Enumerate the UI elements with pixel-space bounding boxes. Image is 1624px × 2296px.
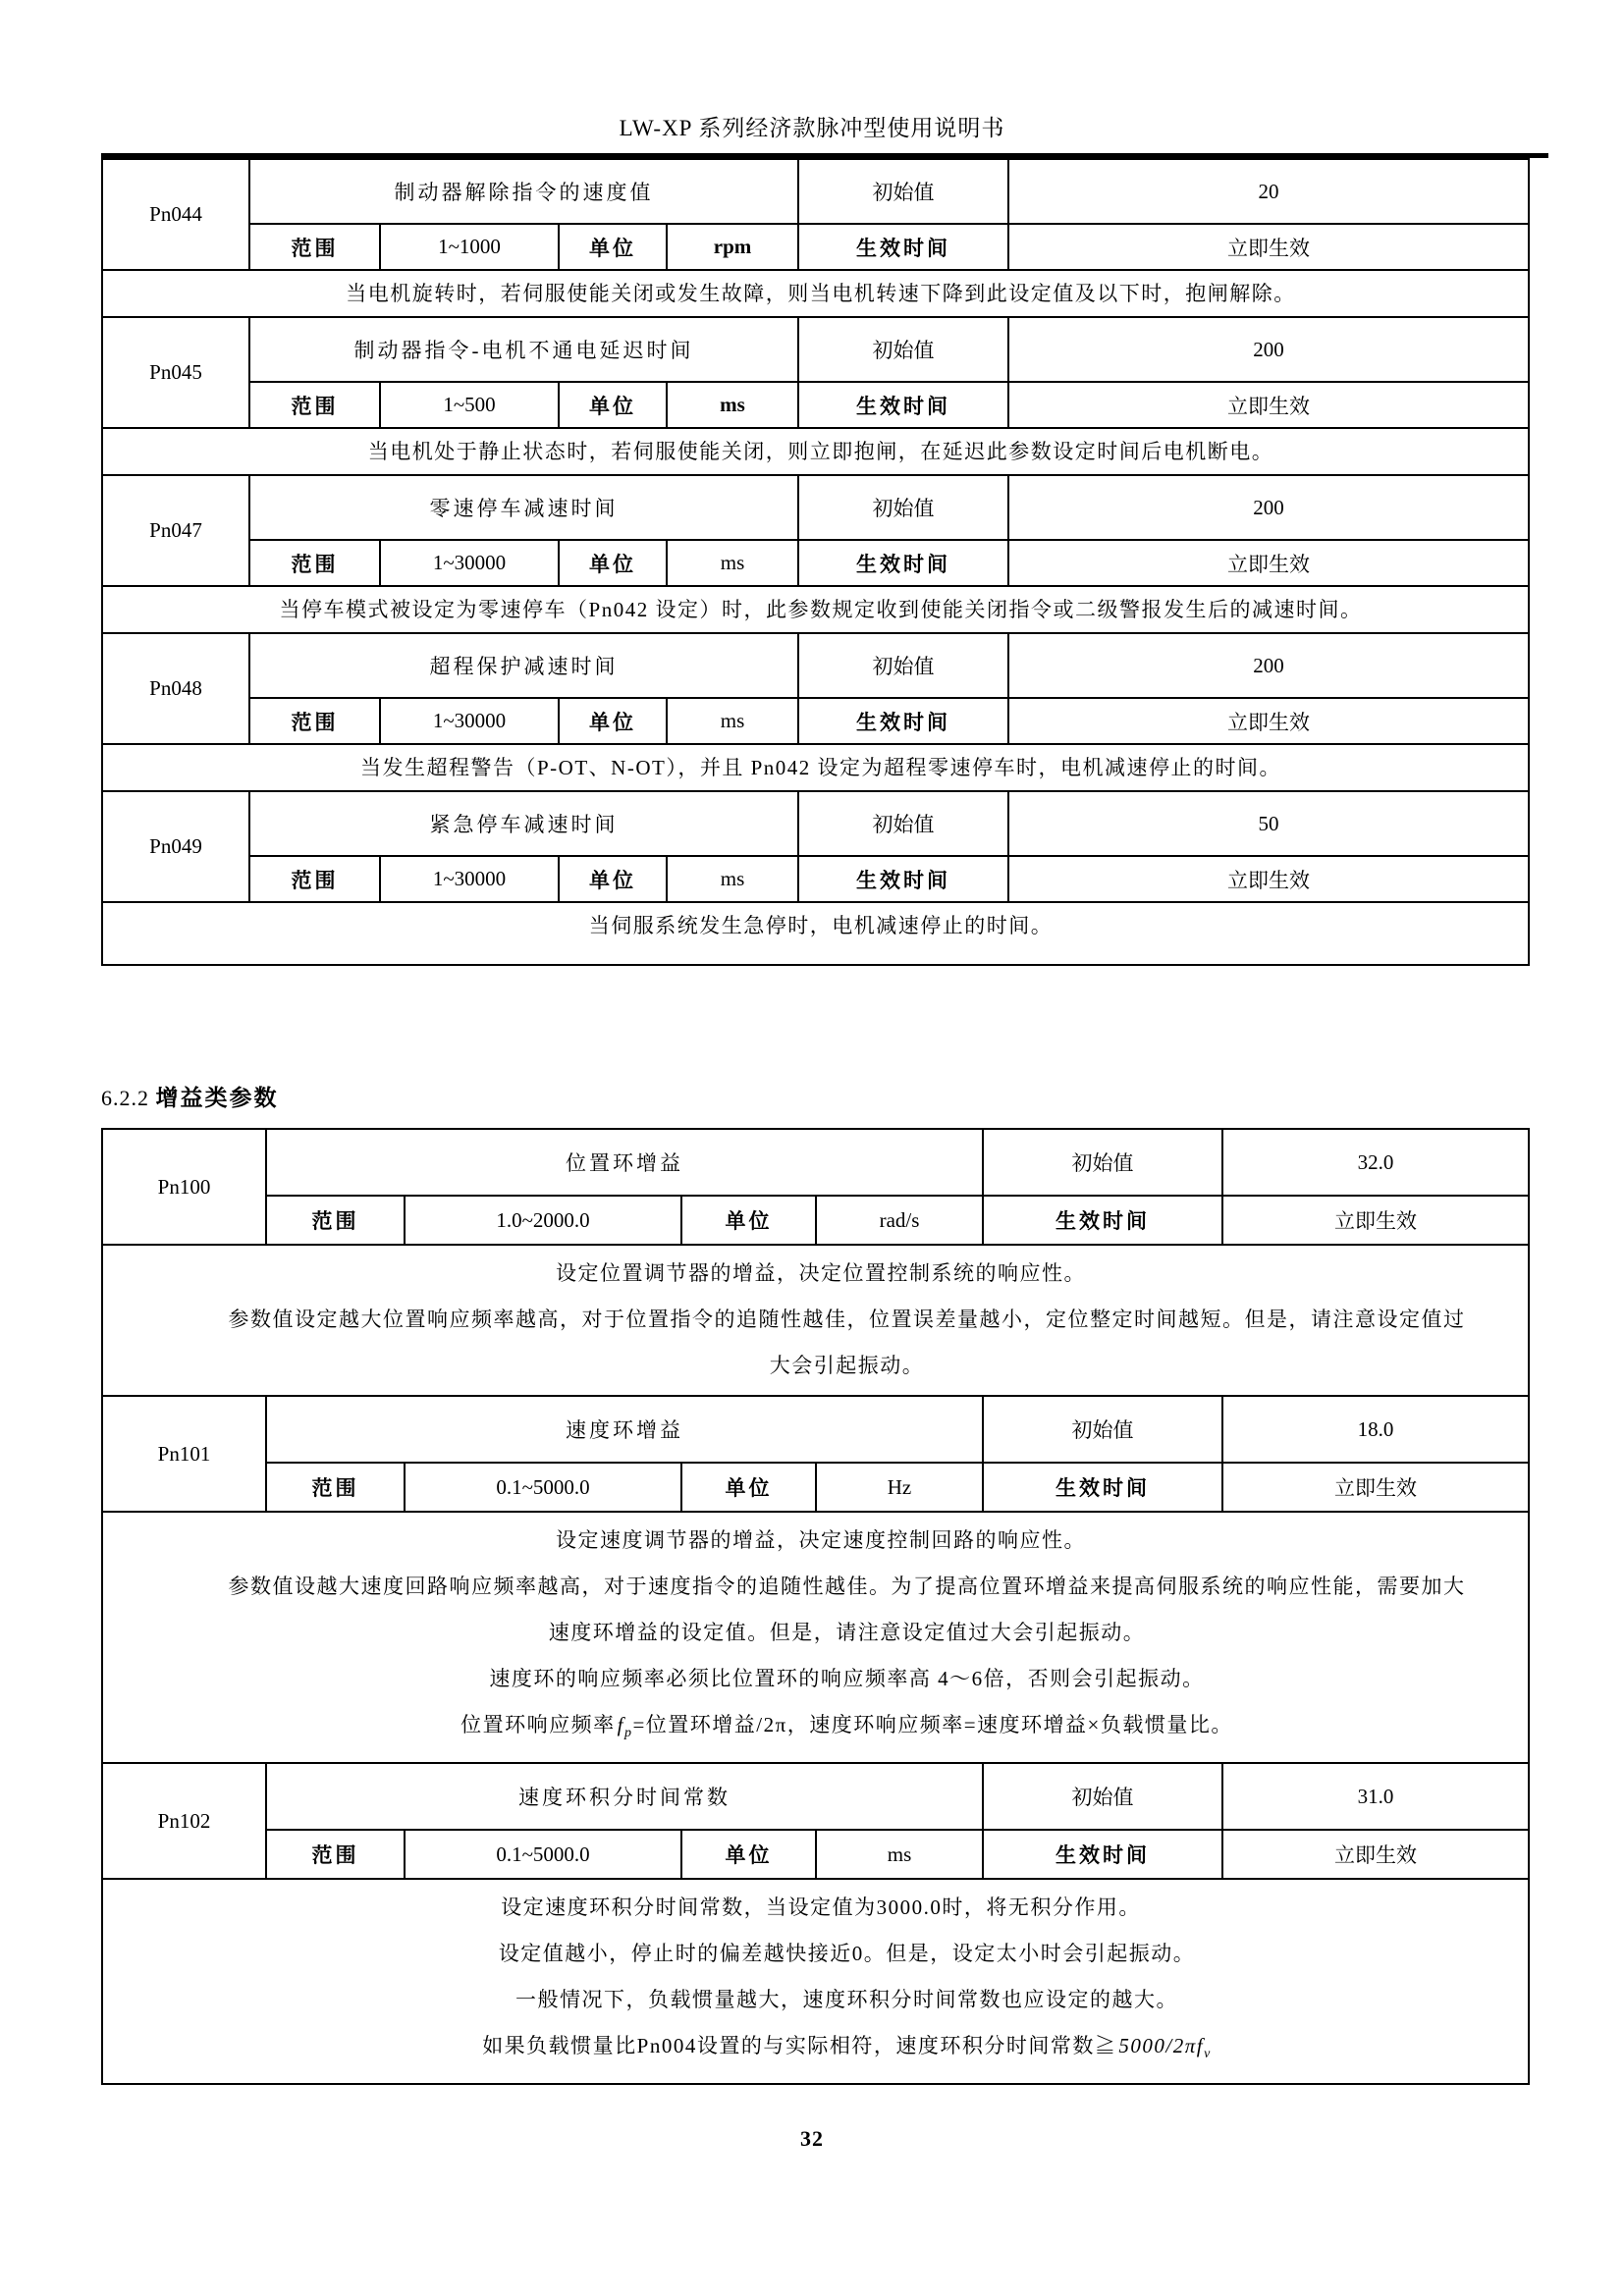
range-value: 0.1~5000.0	[405, 1463, 681, 1512]
range-label: 范围	[249, 224, 380, 270]
initial-value: 18.0	[1222, 1396, 1529, 1463]
effective-time-value: 立即生效	[1222, 1463, 1529, 1512]
range-label: 范围	[249, 698, 380, 744]
initial-value: 31.0	[1222, 1763, 1529, 1830]
initial-value: 20	[1008, 159, 1529, 224]
param-description	[102, 270, 1529, 317]
range-label: 范围	[249, 540, 380, 586]
effective-time-value: 立即生效	[1008, 224, 1529, 270]
initial-value: 50	[1008, 791, 1529, 856]
param-description	[102, 1879, 1529, 2084]
unit-value: ms	[816, 1830, 983, 1879]
effective-time-label: 生效时间	[798, 540, 1008, 586]
description-line: 速度环的响应频率必须比位置环的响应频率高 4～6倍，否则会引起振动。	[489, 1667, 1205, 1690]
effective-time-label: 生效时间	[983, 1463, 1222, 1512]
param-description	[102, 1245, 1529, 1396]
formula-subscript: p	[623, 1726, 633, 1741]
range-label: 范围	[249, 856, 380, 902]
param-description-row	[102, 586, 1529, 633]
param-row	[102, 382, 1529, 428]
initial-value-label: 初始值	[798, 475, 1008, 540]
param-row	[102, 698, 1529, 744]
initial-value-label: 初始值	[798, 159, 1008, 224]
unit-value: rad/s	[816, 1196, 983, 1245]
page-title: LW-XP 系列经济款脉冲型使用说明书	[619, 116, 1005, 140]
param-name: 速度环积分时间常数	[266, 1763, 983, 1830]
unit-value: Hz	[816, 1463, 983, 1512]
formula-suffix: =位置环增益/2π，速度环响应频率=速度环增益×负载惯量比。	[632, 1713, 1233, 1736]
description-line: 当伺服系统发生急停时，电机减速停止的时间。	[588, 914, 1054, 937]
effective-time-label: 生效时间	[983, 1196, 1222, 1245]
param-description-row	[102, 1879, 1529, 2084]
range-value: 1.0~2000.0	[405, 1196, 681, 1245]
initial-value-label: 初始值	[798, 633, 1008, 698]
param-name: 速度环增益	[266, 1396, 983, 1463]
param-description-row	[102, 902, 1529, 965]
unit-label: 单位	[559, 224, 667, 270]
unit-label: 单位	[681, 1196, 816, 1245]
param-row	[102, 475, 1529, 540]
unit-label: 单位	[681, 1830, 816, 1879]
param-name: 零速停车减速时间	[249, 475, 798, 540]
effective-time-value: 立即生效	[1222, 1196, 1529, 1245]
param-row	[102, 1396, 1529, 1463]
param-row	[102, 540, 1529, 586]
unit-value: rpm	[667, 224, 798, 270]
param-id: Pn101	[102, 1396, 266, 1512]
range-value: 1~1000	[380, 224, 559, 270]
param-description-row	[102, 1512, 1529, 1763]
unit-value: ms	[667, 698, 798, 744]
param-description	[102, 1512, 1529, 1763]
range-value: 1~30000	[380, 856, 559, 902]
section-number: 6.2.2	[101, 1086, 149, 1110]
range-label: 范围	[266, 1830, 405, 1879]
formula-subscript: v	[1204, 2047, 1212, 2062]
param-row	[102, 1129, 1529, 1196]
unit-label: 单位	[559, 856, 667, 902]
param-name: 超程保护减速时间	[249, 633, 798, 698]
description-line: 速度环增益的设定值。但是，请注意设定值过大会引起振动。	[548, 1621, 1146, 1644]
description-line: 当电机旋转时，若伺服使能关闭或发生故障，则当电机转速下降到此设定值及以下时，抱闸解除。	[346, 282, 1296, 305]
section-title: 增益类参数	[155, 1086, 279, 1110]
range-value: 0.1~5000.0	[405, 1830, 681, 1879]
section-heading	[101, 1080, 1624, 1112]
description-formula-line	[103, 2023, 1528, 2077]
param-name: 紧急停车减速时间	[249, 791, 798, 856]
unit-label: 单位	[559, 540, 667, 586]
initial-value-label: 初始值	[798, 791, 1008, 856]
param-description-row	[102, 270, 1529, 317]
param-row	[102, 791, 1529, 856]
param-id: Pn102	[102, 1763, 266, 1879]
param-id: Pn100	[102, 1129, 266, 1245]
param-row	[102, 1763, 1529, 1830]
range-value: 1~30000	[380, 698, 559, 744]
effective-time-label: 生效时间	[798, 224, 1008, 270]
description-line: 当发生超程警告（P-OT、N-OT），并且 Pn042 设定为超程零速停车时，电机减速停止的时间。	[360, 756, 1281, 779]
unit-value: ms	[667, 856, 798, 902]
effective-time-label: 生效时间	[798, 382, 1008, 428]
range-value: 1~30000	[380, 540, 559, 586]
param-row	[102, 856, 1529, 902]
param-row	[102, 317, 1529, 382]
param-id: Pn044	[102, 159, 249, 270]
description-line: 参数值设越大速度回路响应频率越高，对于速度指令的追随性越佳。为了提高位置环增益来提高伺服系统的响应性能，需要加大	[228, 1575, 1466, 1598]
param-row	[102, 1830, 1529, 1879]
param-row	[102, 1463, 1529, 1512]
effective-time-value: 立即生效	[1222, 1830, 1529, 1879]
param-description	[102, 902, 1529, 965]
param-name: 制动器指令-电机不通电延迟时间	[249, 317, 798, 382]
description-line: 大会引起振动。	[769, 1354, 925, 1377]
effective-time-value: 立即生效	[1008, 382, 1529, 428]
initial-value: 200	[1008, 475, 1529, 540]
param-row	[102, 159, 1529, 224]
formula-prefix: 位置环响应频率	[460, 1713, 616, 1736]
param-id: Pn045	[102, 317, 249, 428]
formula-prefix: 如果负载惯量比Pn004设置的与实际相符，速度环积分时间常数≧	[482, 2034, 1117, 2058]
range-label: 范围	[266, 1463, 405, 1512]
parameter-table-gain	[101, 1128, 1530, 2085]
range-label: 范围	[266, 1196, 405, 1245]
param-row	[102, 633, 1529, 698]
unit-label: 单位	[681, 1463, 816, 1512]
initial-value-label: 初始值	[798, 317, 1008, 382]
effective-time-value: 立即生效	[1008, 856, 1529, 902]
range-value: 1~500	[380, 382, 559, 428]
formula-variable: 5000/2πf	[1118, 2034, 1205, 2058]
param-description	[102, 586, 1529, 633]
param-id: Pn048	[102, 633, 249, 744]
param-description	[102, 428, 1529, 475]
effective-time-value: 立即生效	[1008, 540, 1529, 586]
description-formula-line	[103, 1702, 1528, 1756]
effective-time-label: 生效时间	[983, 1830, 1222, 1879]
initial-value: 200	[1008, 317, 1529, 382]
unit-value: ms	[667, 382, 798, 428]
effective-time-label: 生效时间	[798, 698, 1008, 744]
unit-label: 单位	[559, 698, 667, 744]
param-row	[102, 1196, 1529, 1245]
param-description-row	[102, 1245, 1529, 1396]
initial-value: 32.0	[1222, 1129, 1529, 1196]
page-number: 32	[800, 2126, 824, 2152]
param-row	[102, 224, 1529, 270]
unit-label: 单位	[559, 382, 667, 428]
description-line: 当停车模式被设定为零速停车（Pn042 设定）时，此参数规定收到使能关闭指令或二级警报发生后的减速时间。	[279, 598, 1363, 621]
description-line: 参数值设定越大位置响应频率越高，对于位置指令的追随性越佳，位置误差量越小，定位整定时间越短。但是，请注意设定值过	[228, 1308, 1466, 1331]
parameter-table-stopping	[101, 158, 1530, 966]
description-line: 设定值越小，停止时的偏差越快接近0。但是，设定太小时会引起振动。	[498, 1942, 1196, 1966]
param-description-row	[102, 428, 1529, 475]
initial-value-label: 初始值	[983, 1396, 1222, 1463]
param-name: 制动器解除指令的速度值	[249, 159, 798, 224]
formula-variable: f	[617, 1713, 624, 1736]
param-description	[102, 744, 1529, 791]
description-line: 设定速度调节器的增益，决定速度控制回路的响应性。	[556, 1528, 1086, 1552]
param-id: Pn049	[102, 791, 249, 902]
param-id: Pn047	[102, 475, 249, 586]
unit-value: ms	[667, 540, 798, 586]
range-label: 范围	[249, 382, 380, 428]
initial-value-label: 初始值	[983, 1763, 1222, 1830]
initial-value: 200	[1008, 633, 1529, 698]
effective-time-label: 生效时间	[798, 856, 1008, 902]
description-line: 一般情况下，负载惯量越大，速度环积分时间常数也应设定的越大。	[515, 1988, 1178, 2012]
description-line: 设定速度环积分时间常数，当设定值为3000.0时，将无积分作用。	[501, 1896, 1141, 1920]
param-description-row	[102, 744, 1529, 791]
effective-time-value: 立即生效	[1008, 698, 1529, 744]
initial-value-label: 初始值	[983, 1129, 1222, 1196]
param-name: 位置环增益	[266, 1129, 983, 1196]
description-line: 当电机处于静止状态时，若伺服使能关闭，则立即抱闸，在延迟此参数设定时间后电机断电。	[367, 440, 1274, 463]
description-line: 设定位置调节器的增益，决定位置控制系统的响应性。	[556, 1261, 1086, 1285]
